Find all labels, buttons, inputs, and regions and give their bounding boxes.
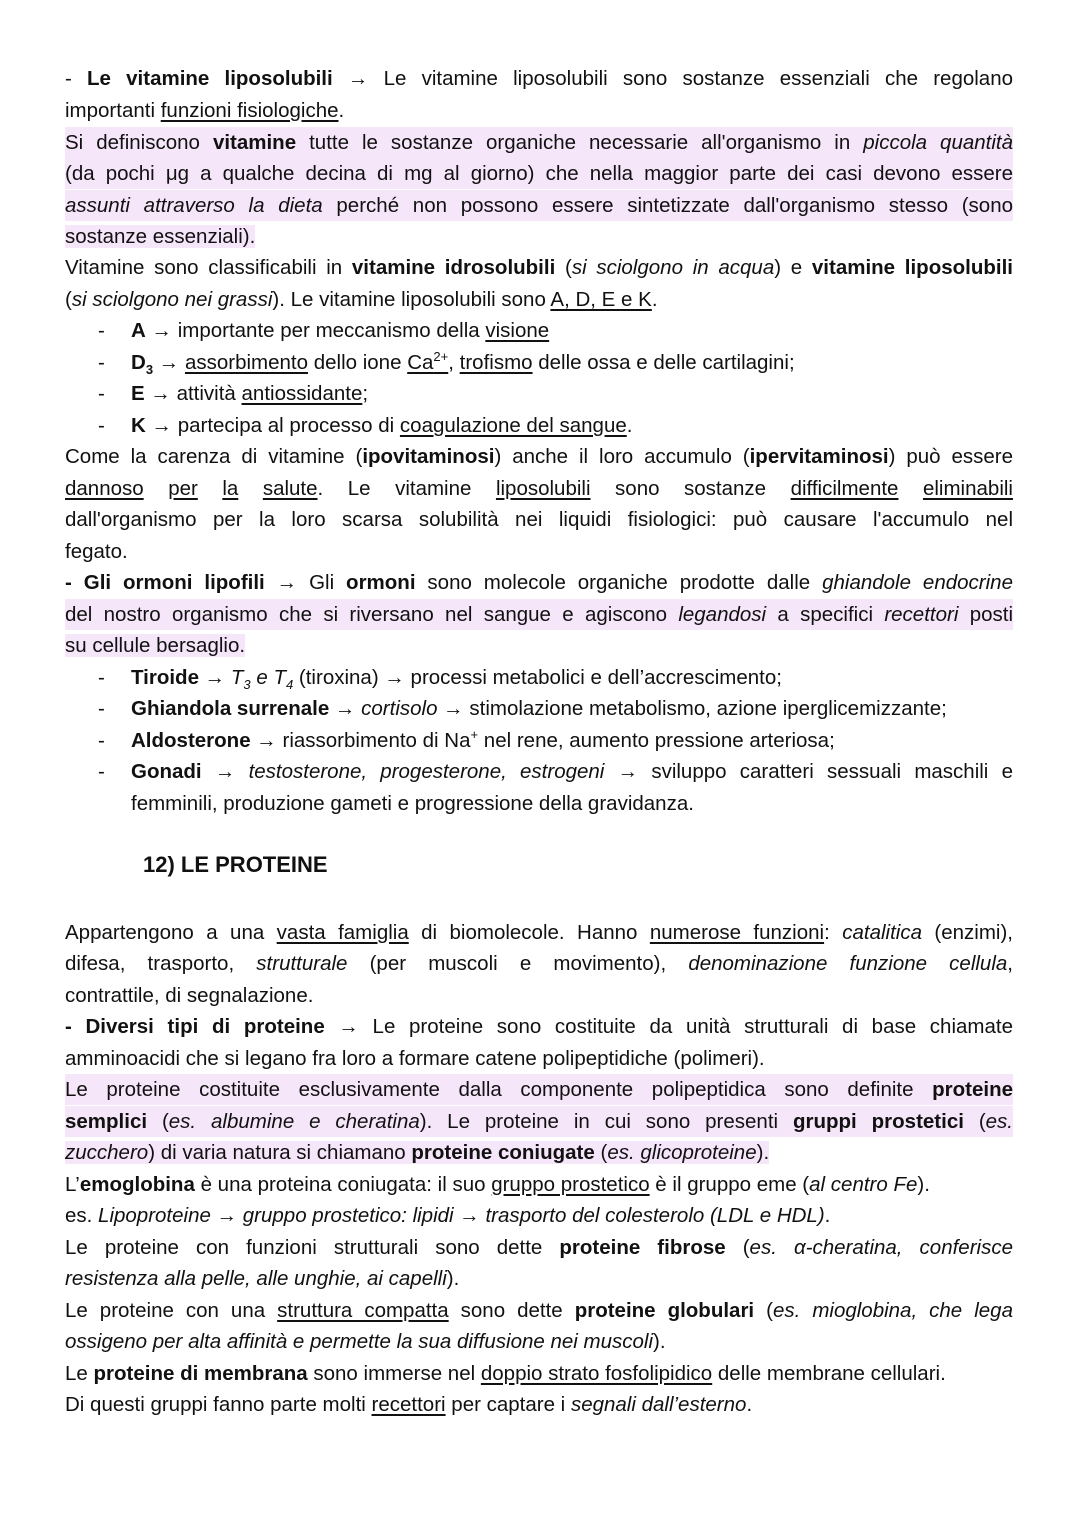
list-item: - Ghiandola surrenale → cortisolo → stimolazione metabolismo, azione iperglicemizzante; [98,697,947,720]
text-line: - Gli ormoni lipofili → Gli ormoni sono molecole organiche prodotte dalle ghiandole endocrine [65,571,1013,594]
text-line: Le proteine con una struttura compatta sono dette proteine globulari (es. mioglobina, che lega [65,1299,1013,1322]
text-line: sostanze essenziali). [65,225,256,248]
text-line: importanti funzioni fisiologiche. [65,99,345,122]
text-line: zucchero) di varia natura si chiamano proteine coniugate (es. glicoproteine). [65,1141,770,1164]
text-line-highlighted: Si definiscono vitamine tutte le sostanze organiche necessarie all'organismo in piccola quantità [65,127,1013,158]
list-item: - Gonadi → testosterone, progesterone, estrogeni → sviluppo caratteri sessuali maschili e [98,760,1013,783]
text-line: (si sciolgono nei grassi). Le vitamine liposolubili sono A, D, E e K. [65,288,658,311]
text-line: es. Lipoproteine → gruppo prostetico: lipidi → trasporto del colesterolo (LDL e HDL). [65,1204,831,1227]
list-item: - $D_3$ → assorbimento dello ione $Ca^{2+}$, trofismo delle ossa e delle cartilagini; [98,349,795,378]
list-item-continuation: femminili, produzione gameti e progressione della gravidanza. [131,792,694,815]
text-line-highlighted: Le proteine costituite esclusivamente dalla componente polipeptidica sono definite proteine [65,1074,1013,1105]
text-line-highlighted: assunti attraverso la dieta perché non possono essere sintetizzate dall'organismo stesso (sono [65,190,1013,221]
text-line: Le proteine con funzioni strutturali sono dette proteine fibrose (es. α-cheratina, conferisce [65,1236,1013,1259]
text-line: Le proteine di membrana sono immerse nel doppio strato fosfolipidico delle membrane cellulari. [65,1362,946,1385]
text-line-highlighted: semplici (es. albumine e cheratina). Le proteine in cui sono presenti gruppi prostetici (es. [65,1106,1013,1137]
text-line: difesa, trasporto, strutturale (per muscoli e movimento), denominazione funzione cellula, [65,952,1013,975]
text-line: fegato. [65,540,128,563]
text-line: resistenza alla pelle, alle unghie, ai capelli). [65,1267,460,1290]
list-item: - Aldosterone → riassorbimento di Na+ nel rene, aumento pressione arteriosa; [98,727,835,752]
list-item: - Tiroide → $T_3$ e $T_4$ (tiroxina) → processi metabolici e dell’accrescimento; [98,666,782,693]
section-heading: 12) LE PROTEINE [143,852,328,877]
text-line: - Le vitamine liposolubili → Le vitamine liposolubili sono sostanze essenziali che regolano [65,67,1014,90]
list-item: - K → partecipa al processo di coagulazione del sangue. [98,414,633,437]
text-line: Appartengono a una vasta famiglia di biomolecole. Hanno numerose funzioni: catalitica (enzimi), [65,921,1013,944]
list-item: - A → importante per meccanismo della visione [98,319,550,342]
text-line: amminoacidi che si legano fra loro a formare catene polipeptidiche (polimeri). [65,1047,765,1070]
text-line: contrattile, di segnalazione. [65,984,314,1007]
list-item: - E → attività antiossidante; [98,382,369,405]
text-line: - Diversi tipi di proteine → Le proteine sono costituite da unità strutturali di base chiamate [65,1015,1013,1038]
text-line: L’emoglobina è una proteina coniugata: il suo gruppo prostetico è il gruppo eme (al centro Fe). [65,1173,930,1196]
text-line: dannoso per la salute. Le vitamine liposolubili sono sostanze difficilmente eliminabili [65,477,1013,500]
text-line-highlighted: (da pochi μg a qualche decina di mg al giorno) che nella maggior parte dei casi devono essere [65,158,1013,189]
text-line: Di questi gruppi fanno parte molti recettori per captare i segnali dall’esterno. [65,1393,753,1416]
text-line: Vitamine sono classificabili in vitamine idrosolubili (si sciolgono in acqua) e vitamine liposolubili [65,256,1013,279]
text-line: su cellule bersaglio. [65,634,246,657]
text-line-highlighted: del nostro organismo che si riversano nel sangue e agiscono legandosi a specifici recettori posti [65,599,1013,630]
text-line: dall'organismo per la loro scarsa solubilità nei liquidi fisiologici: può causare l'accumulo nel [65,508,1013,531]
text-line: Come la carenza di vitamine (ipovitaminosi) anche il loro accumulo (ipervitaminosi) può essere [65,445,1014,468]
text-line: ossigeno per alta affinità e permette la sua diffusione nei muscoli). [65,1330,666,1353]
